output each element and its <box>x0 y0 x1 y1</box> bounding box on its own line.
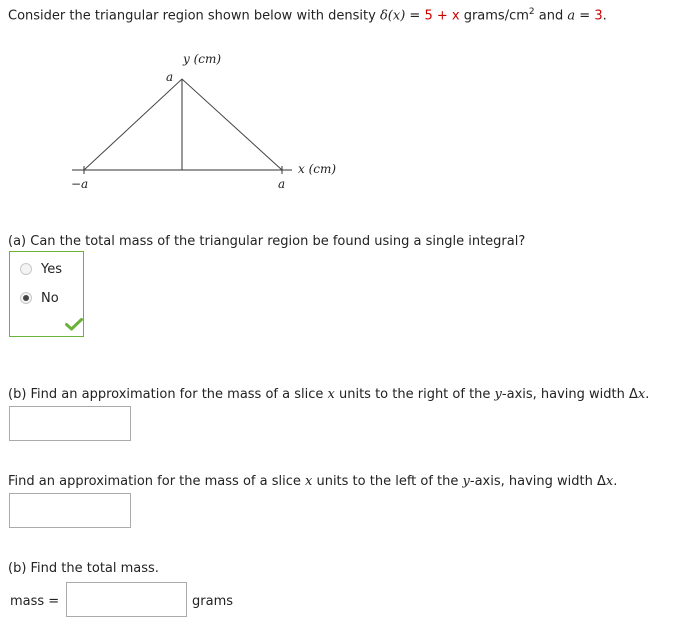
left-endpoint-label: −a <box>71 177 89 191</box>
qb2-text-2: units to the left of the <box>312 474 463 489</box>
density-units: grams/cm <box>459 8 529 24</box>
y-axis-label: y (cm) <box>183 52 222 66</box>
qb2-period: . <box>613 474 618 489</box>
mass-label: mass = <box>10 594 60 609</box>
qb1-y: y <box>494 387 502 402</box>
option-yes-label[interactable]: Yes <box>41 262 62 277</box>
qb1-text-3: -axis, having width Δ <box>501 387 638 402</box>
x-axis-label: x (cm) <box>298 162 337 176</box>
density-symbol: δ(x) <box>379 8 406 24</box>
qb1-x2: x <box>637 387 646 402</box>
triangle-outline <box>84 79 282 170</box>
mass-units: grams <box>192 594 233 609</box>
apex-label: a <box>166 70 174 84</box>
qb2-text-1: Find an approximation for the mass of a slice <box>8 474 305 489</box>
and-text: and <box>534 8 568 24</box>
qb1-period: . <box>645 387 650 402</box>
qb1-x: x <box>327 387 335 402</box>
answer-input-left-slice[interactable] <box>9 493 131 528</box>
question-b-total-mass: (b) Find the total mass. <box>8 561 159 576</box>
qb2-y: y <box>462 474 470 489</box>
qb2-x2: x <box>605 474 614 489</box>
answer-choices-box <box>9 251 84 337</box>
qb1-text-1: (b) Find an approximation for the mass of a slice <box>8 387 328 402</box>
radio-yes[interactable] <box>20 263 32 275</box>
radio-no[interactable] <box>20 292 32 304</box>
option-no-label[interactable]: No <box>41 291 59 306</box>
answer-input-total-mass[interactable] <box>66 582 187 617</box>
qb1-text-2: units to the right of the <box>334 387 495 402</box>
units-exponent: 2 <box>528 7 535 17</box>
question-a: (a) Can the total mass of the triangular region be found using a single integral? <box>8 234 526 249</box>
equals-sign: = <box>405 8 425 24</box>
intro-period: . <box>602 8 607 24</box>
right-endpoint-label: a <box>278 177 286 191</box>
check-icon <box>65 318 83 331</box>
qb2-text-3: -axis, having width Δ <box>469 474 606 489</box>
question-b-right-slice <box>8 387 649 402</box>
density-value: 5 + x <box>424 8 460 24</box>
qb2-x: x <box>304 474 313 489</box>
a-symbol: a <box>567 8 576 24</box>
a-value: 3 <box>594 8 603 24</box>
a-equals: = <box>575 8 595 24</box>
answer-input-right-slice[interactable] <box>9 406 131 441</box>
question-b-left-slice <box>8 474 617 489</box>
intro-text: Consider the triangular region shown below with density <box>8 8 380 24</box>
triangle-figure <box>60 45 360 195</box>
problem-statement <box>8 7 607 23</box>
